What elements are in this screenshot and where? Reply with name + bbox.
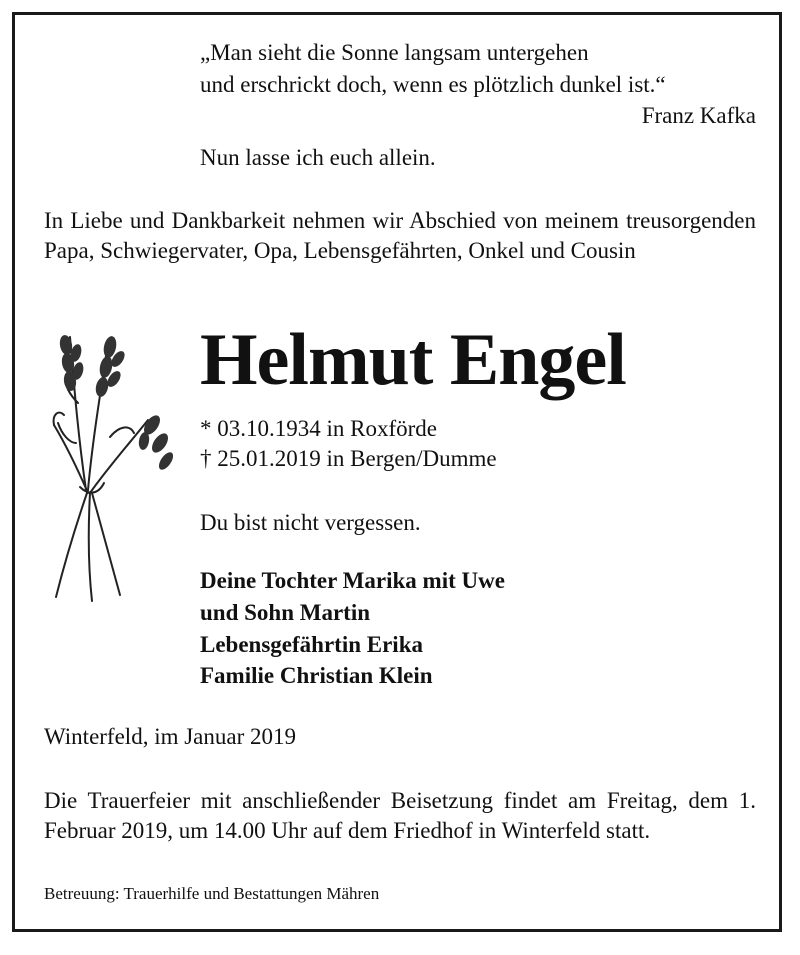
mourner-line: und Sohn Martin (200, 600, 371, 625)
place-date: Winterfeld, im Januar 2019 (44, 724, 297, 749)
deceased-name: Helmut Engel (200, 319, 626, 401)
mourner-line: Familie Christian Klein (200, 663, 433, 688)
quote-line-2: und erschrickt doch, wenn es plötzlich dunkel ist.“ (200, 72, 666, 97)
birth-line: * 03.10.1934 in Roxförde (200, 416, 438, 441)
wheat-sheaf-icon (48, 325, 180, 610)
mourner-line: Deine Tochter Marika mit Uwe (200, 568, 505, 593)
mourner-line: Lebensgefährtin Erika (200, 632, 423, 657)
quote-line-1: „Man sieht die Sonne langsam untergehen (200, 40, 589, 65)
intro-paragraph: In Liebe und Dankbarkeit nehmen wir Abschied von meinem treusorgenden Papa, Schwiegervater, Opa, Lebensgefährten, Onkel und Cousin (44, 208, 756, 263)
service-paragraph: Die Trauerfeier mit anschließender Beisetzung findet am Freitag, dem 1. Februar 2019, um 14.00 Uhr auf dem Friedhof in Winterfeld statt. (44, 788, 756, 843)
care-line: Betreuung: Trauerhilfe und Bestattungen Mähren (44, 884, 380, 903)
quote-author: Franz Kafka (641, 103, 756, 128)
remembrance-line: Du bist nicht vergessen. (200, 510, 421, 535)
death-line: † 25.01.2019 in Bergen/Dumme (200, 446, 497, 471)
farewell-line: Nun lasse ich euch allein. (200, 145, 436, 170)
